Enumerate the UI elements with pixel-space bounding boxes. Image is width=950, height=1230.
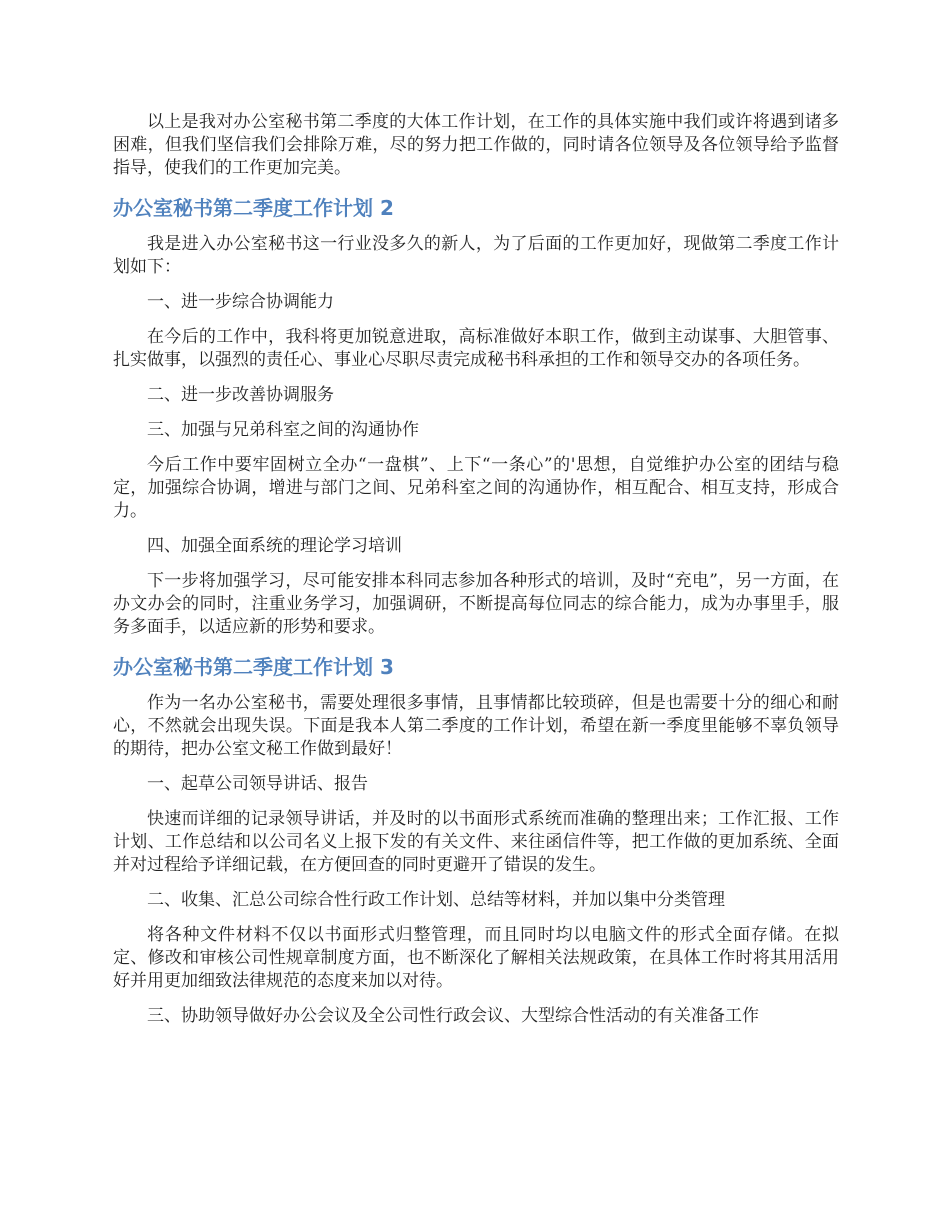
body-paragraph: 将各种文件材料不仅以书面形式归整管理，而且同时均以电脑文件的形式全面存储。在拟定、修改和审核公司性规章制度方面，也不断深化了解相关法规政策，在具体工作时将其用活用好并用更加细致法律规范的态度来加以对待。 [113, 925, 839, 991]
section-heading: 办公室秘书第二季度工作计划 3 [113, 655, 394, 679]
list-item-heading: 三、加强与兄弟科室之间的沟通协作 [147, 420, 419, 440]
list-item-heading: 二、收集、汇总公司综合性行政工作计划、总结等材料，并加以集中分类管理 [147, 890, 725, 910]
body-paragraph: 在今后的工作中，我科将更加锐意进取，高标准做好本职工作，做到主动谋事、大胆管事、扎实做事，以强烈的责任心、事业心尽职尽责完成秘书科承担的工作和领导交办的各项任务。 [113, 327, 839, 370]
section-heading: 办公室秘书第二季度工作计划 2 [113, 196, 394, 220]
list-item-heading: 三、协助领导做好办公会议及全公司性行政会议、大型综合性活动的有关准备工作 [147, 1006, 759, 1026]
body-paragraph: 以上是我对办公室秘书第二季度的大体工作计划，在工作的具体实施中我们或许将遇到诸多困难，但我们坚信我们会排除万难，尽的努力把工作做的，同时请各位领导及各位领导给予监督指导，使我们的工作更加完美。 [113, 112, 839, 178]
body-paragraph: 作为一名办公室秘书，需要处理很多事情，且事情都比较琐碎，但是也需要十分的细心和耐心，不然就会出现失误。下面是我本人第二季度的工作计划，希望在新一季度里能够不辜负领导的期待，把办公室文秘工作做到最好！ [113, 693, 839, 759]
document-page [113, 111, 839, 1028]
list-item-heading: 二、进一步改善协调服务 [147, 385, 334, 405]
body-paragraph: 下一步将加强学习，尽可能安排本科同志参加各种形式的培训，及时“充电”，另一方面，在办文办会的同时，注重业务学习，加强调研，不断提高每位同志的综合能力，成为办事里手，服务多面手，以适应新的形势和要求。 [113, 571, 839, 637]
list-item-heading: 四、加强全面系统的理论学习培训 [147, 536, 402, 556]
body-paragraph: 今后工作中要牢固树立全办“一盘棋”、上下“一条心”的'思想，自觉维护办公室的团结与稳定，加强综合协调，增进与部门之间、兄弟科室之间的沟通协作，相互配合、相互支持，形成合力。 [113, 455, 839, 521]
list-item-heading: 一、进一步综合协调能力 [147, 292, 334, 312]
list-item-heading: 一、起草公司领导讲话、报告 [147, 774, 368, 794]
body-paragraph: 快速而详细的记录领导讲话，并及时的以书面形式系统而准确的整理出来；工作汇报、工作计划、工作总结和以公司名义上报下发的有关文件、来往函信件等，把工作做的更加系统、全面并对过程给予详细记载，在方便回查的同时更避开了错误的发生。 [113, 809, 839, 875]
body-paragraph: 我是进入办公室秘书这一行业没多久的新人，为了后面的工作更加好，现做第二季度工作计划如下： [113, 234, 839, 277]
